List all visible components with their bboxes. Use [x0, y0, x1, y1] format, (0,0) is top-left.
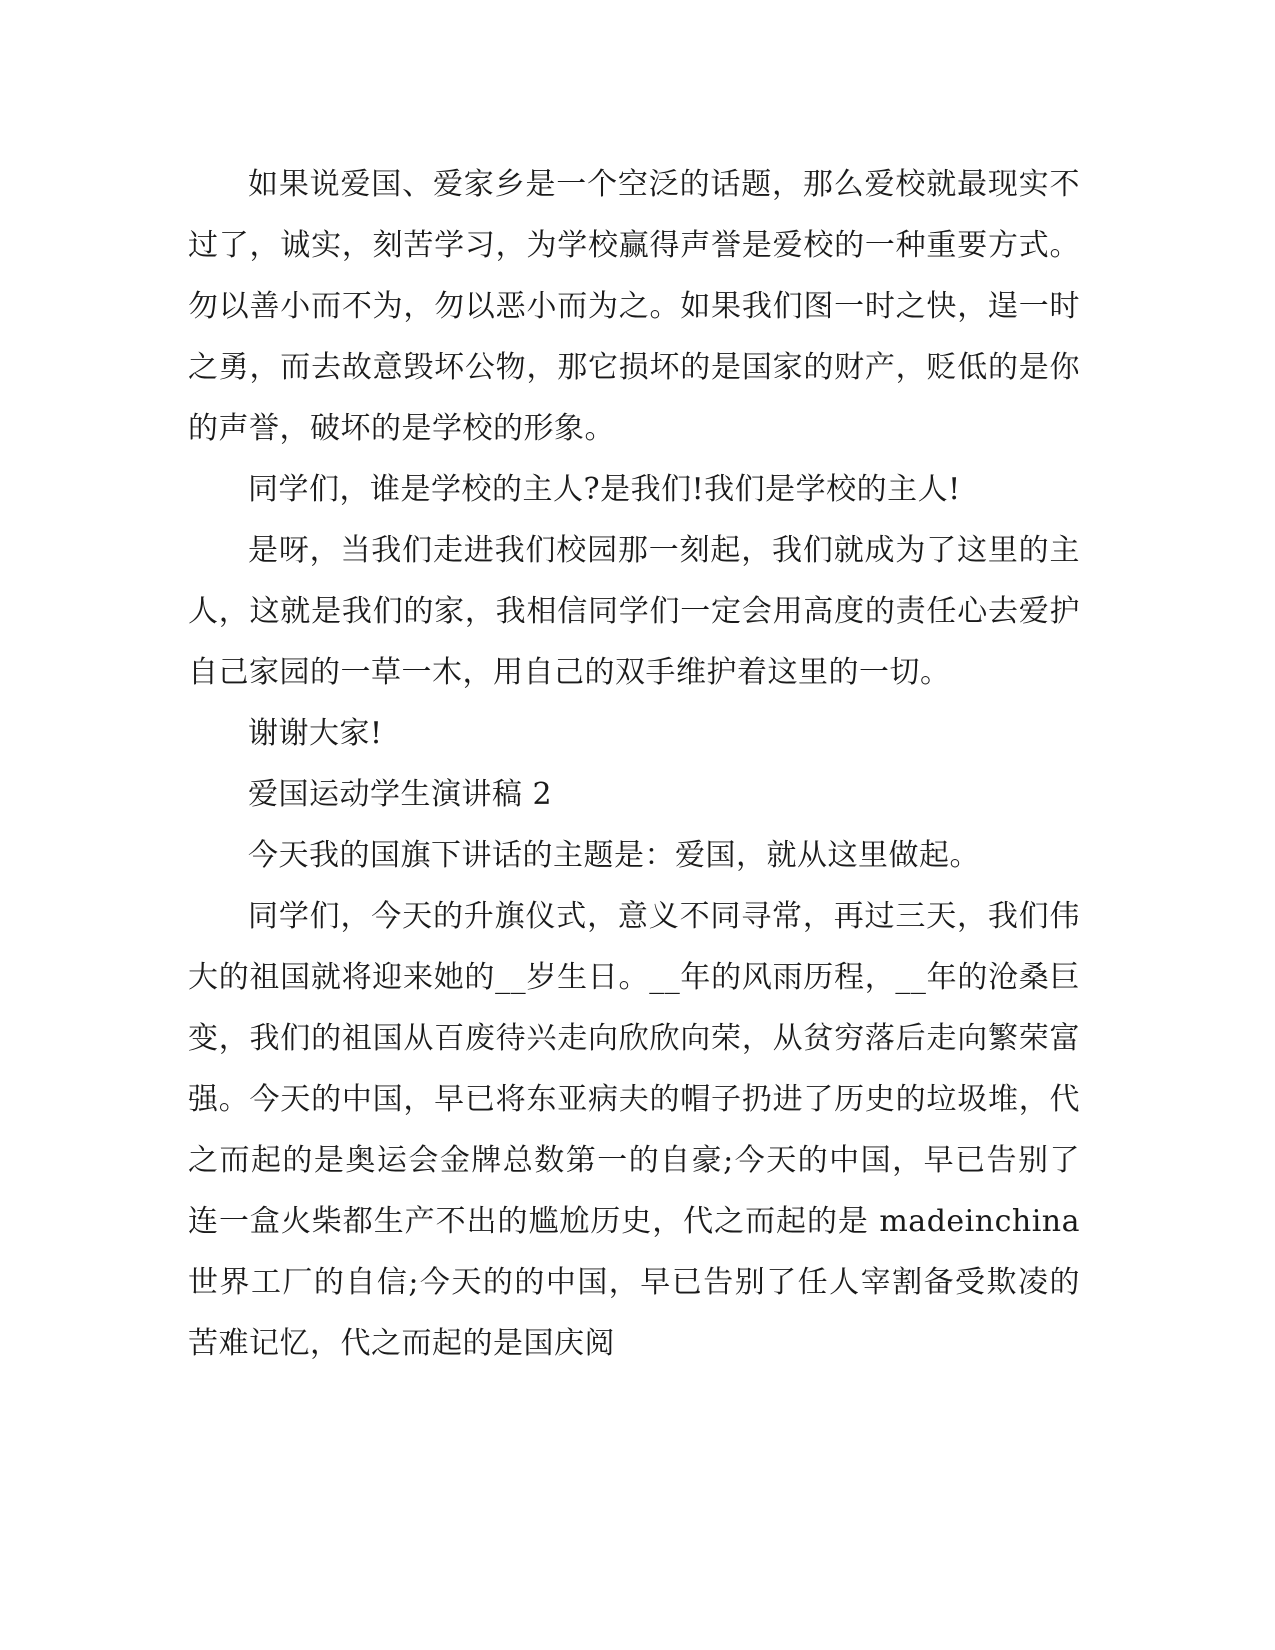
paragraph-school-owner: 同学们，谁是学校的主人?是我们!我们是学校的主人!: [248, 472, 961, 507]
paragraph-campus-home: 是呀，当我们走进我们校园那一刻起，我们就成为了这里的主人，这就是我们的家，我相信同学们一定会用高度的责任心去爱护自己家园的一草一木，用自己的双手维护着这里的一切。: [188, 533, 1080, 690]
paragraph-thanks: 谢谢大家!: [248, 716, 383, 751]
document-body: [188, 154, 1080, 1374]
paragraph-flag-ceremony: 同学们，今天的升旗仪式，意义不同寻常，再过三天，我们伟大的祖国就将迎来她的__岁生日。__年的风雨历程，__年的沧桑巨变，我们的祖国从百废待兴走向欣欣向荣，从贫穷落后走向繁荣富强。今天的中国，早已将东亚病夫的帽子扔进了历史的垃圾堆，代之而起的是奥运会金牌总数第一的自豪;今天的中国，早已告别了连一盒火柴都生产不出的尴尬历史，代之而起的是 madeinchina 世界工厂的自信;今天的的中国，早已告别了任人宰割备受欺凌的苦难记忆，代之而起的是国庆阅: [188, 899, 1080, 1361]
section-heading: 爱国运动学生演讲稿 2: [248, 777, 553, 812]
paragraph-love-school: 如果说爱国、爱家乡是一个空泛的话题，那么爱校就最现实不过了，诚实，刻苦学习，为学校赢得声誉是爱校的一种重要方式。勿以善小而不为，勿以恶小而为之。如果我们图一时之快，逞一时之勇，而去故意毁坏公物，那它损坏的是国家的财产，贬低的是你的声誉，破坏的是学校的形象。: [188, 167, 1080, 446]
paragraph-topic: 今天我的国旗下讲话的主题是：爱国，就从这里做起。: [248, 838, 980, 873]
